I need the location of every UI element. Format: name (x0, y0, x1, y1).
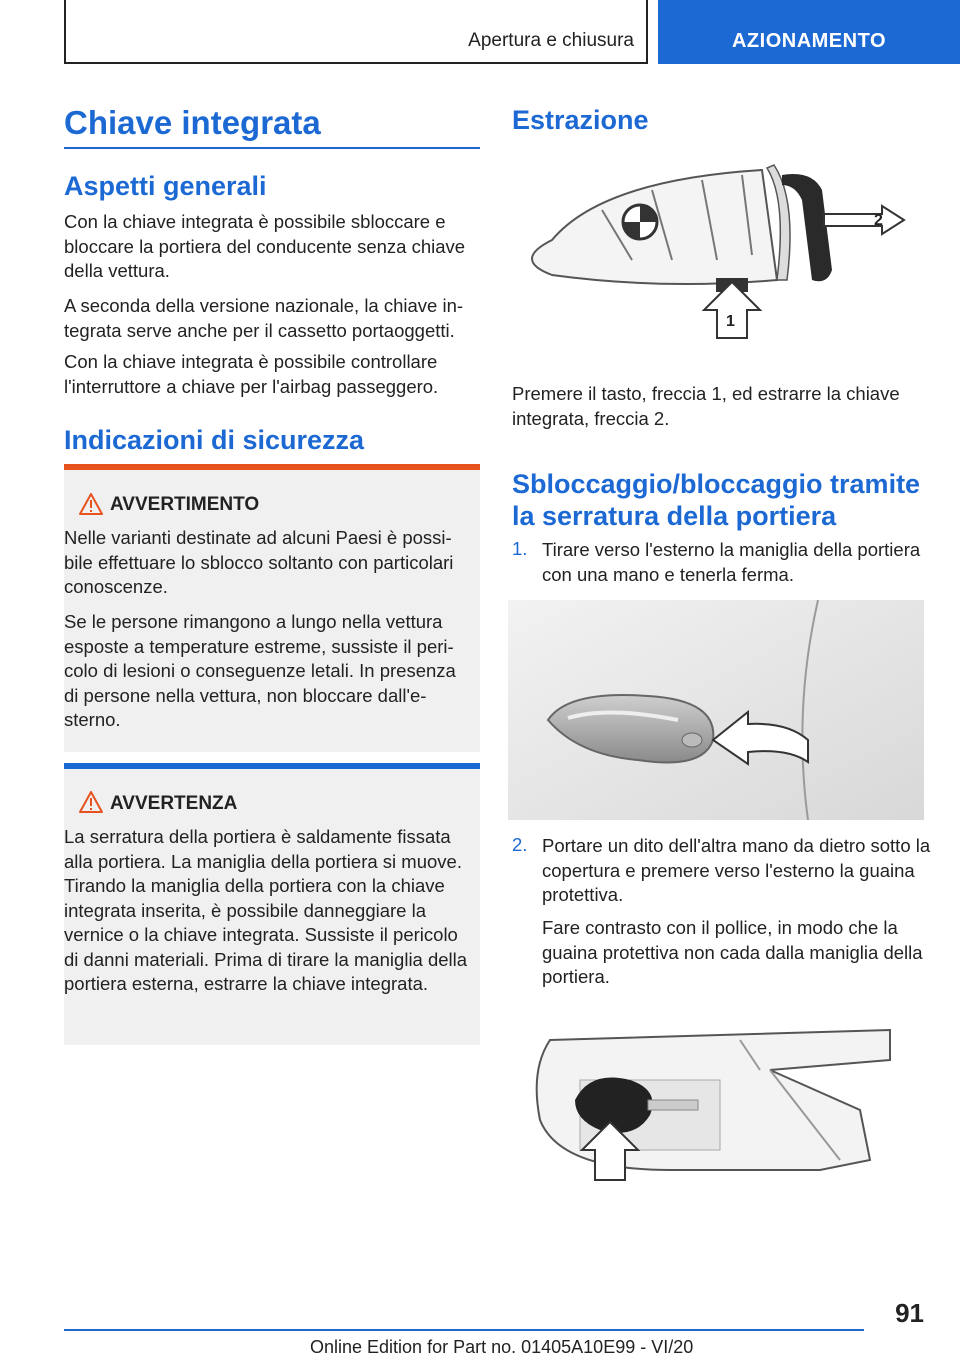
page-title: Chiave integrata (64, 104, 321, 141)
warning-triangle-icon (78, 790, 104, 814)
warning-triangle-icon (78, 492, 104, 516)
warning-label: AVVERTIMENTO (110, 494, 260, 515)
step-1-number: 1. (512, 538, 528, 559)
notice-box (64, 763, 480, 1045)
heading-general: Aspetti generali (64, 171, 267, 201)
arrow-2-label: 2 (874, 212, 883, 229)
heading-extraction: Estrazione (512, 105, 649, 135)
warning-paragraph-2: Se le persone rimangono a lungo nella vettura esposte a temperature estreme, sussiste il pericolo di lesioni o conseguenze letali. In presenza di persone nella vettura, non bloccare dall'esterno. (64, 611, 456, 730)
footer-edition: Online Edition for Part no. 01405A10E99 - VI/20 (310, 1337, 694, 1357)
header-section-tab (64, 0, 648, 64)
header-chapter-title: AZIONAMENTO (731, 30, 886, 52)
notice-paragraph: La serratura della portiera è saldamente fissata alla portiera. La maniglia della portiera si muove. Tirando la maniglia della portiera con la chiave integrata inserita, è possibile danneggiare la vernice o la chiave integrata. Sussiste il pericolo di danni materiali. Prima di tirare la maniglia della portiera esterna, estrarre la chiave integrata. (64, 826, 468, 994)
notice-label: AVVERTENZA (110, 793, 238, 814)
title-rule (64, 147, 480, 149)
notice-bar (64, 763, 480, 769)
warning-bar (64, 464, 480, 470)
page-number: 91 (895, 1298, 924, 1328)
header-section-title: Apertura e chiusura (468, 30, 634, 51)
heading-lock: Sbloccaggio/bloccaggio tramite la serratura della portiera (512, 469, 921, 531)
general-paragraph-1: Con la chiave integrata è possibile sbloccare e bloccare la portiera del conducente senza chiave della vettura. (64, 211, 466, 281)
header-chapter-tab (658, 0, 960, 64)
arrow-1-label: 1 (726, 313, 735, 330)
warning-box (64, 464, 480, 752)
general-paragraph-3: Con la chiave integrata è possibile controllare l'interruttore a chiave per l'airbag passeggero. (64, 351, 439, 397)
step-2-number: 2. (512, 834, 528, 855)
step-1-text: Tirare verso l'esterno la maniglia della portiera con una mano e tenerla ferma. (542, 539, 921, 585)
extraction-caption: Premere il tasto, freccia 1, ed estrarre la chiave integrata, freccia 2. (512, 383, 900, 429)
step-2-text-continued: Fare contrasto con il pollice, in modo che la guaina protettiva non cada dalla maniglia della portiera. (542, 917, 923, 987)
footer-rule (64, 1329, 864, 1331)
general-paragraph-2: A seconda della versione nazionale, la chiave integrata serve anche per il cassetto portaoggetti. (64, 295, 464, 341)
protective-sleeve-illustration (520, 1020, 920, 1192)
step-2-text: Portare un dito dell'altra mano da dietro sotto la copertura e premere verso l'esterno la guaina protettiva. (542, 835, 931, 905)
warning-paragraph-1: Nelle varianti destinate ad alcuni Paesi è possibile effettuare lo sblocco soltanto con particolari conoscenze. (64, 527, 454, 597)
heading-safety: Indicazioni di sicurezza (64, 425, 365, 455)
key-fob-illustration (512, 160, 912, 350)
door-handle-photo (508, 600, 924, 820)
